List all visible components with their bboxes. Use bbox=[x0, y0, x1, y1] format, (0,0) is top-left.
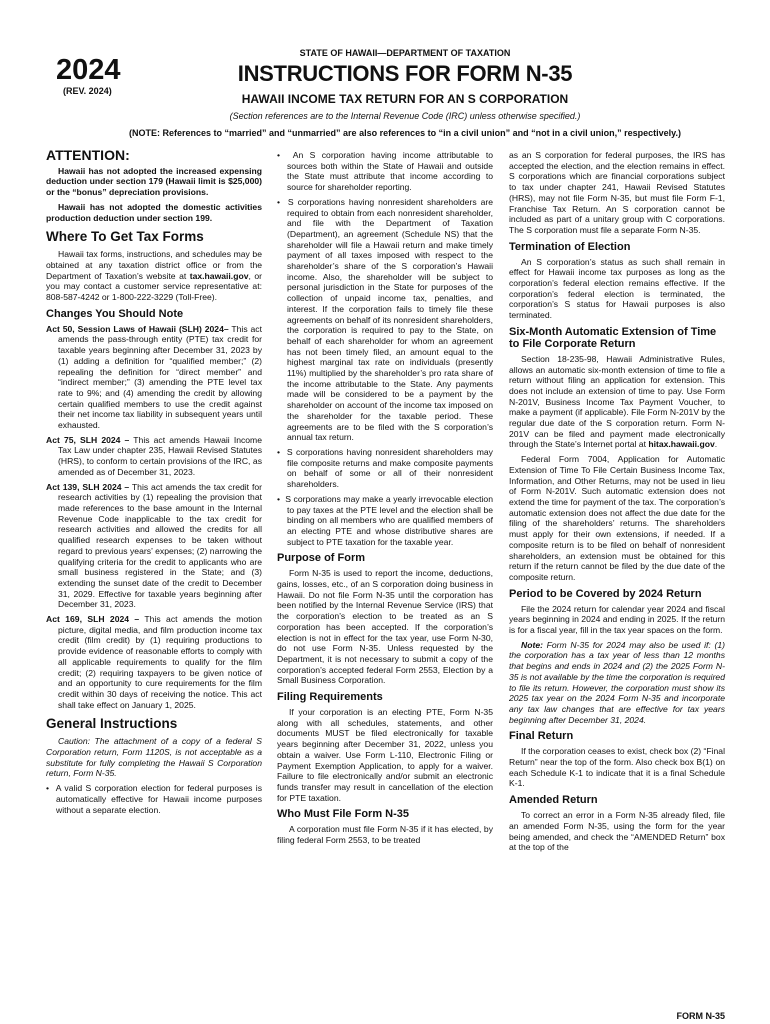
termination-heading: Termination of Election bbox=[509, 240, 631, 253]
act-50-item: Act 50, Session Laws of Hawaii (SLH) 2024– This act amends the pass-through entity (PTE) tax credit for taxable years beginning after December 31, 2023 by (1) adding a definition for “qualified member;” (2) repealing the definition for “direct member” and “indirect member;” (3) amending the PTE level tax rate to 9%; and (4) amending the credit by allowing certain qualified members to use the credit against their net income tax liability in subsequent years until exhausted. bbox=[46, 323, 262, 431]
column-1 bbox=[46, 147, 263, 819]
purpose-text: Form N-35 is used to report the income, deductions, gains, losses, etc., of an S corporation doing business in Hawaii. Do not file Form N-35 until the corporation has been notified by the Internal Revenue Service (IRS) that the corporation’s election to be treated as an S corporation has been accepted. If the corporation’s election is not in effect for the tax year, use Form N-30, do not use Form N-35. Unless requested by the Department, it is not necessary to submit a copy of the corporation’s accepted federal Form 2553, Election by a Small Business Corporation. bbox=[277, 568, 493, 686]
continued-text: as an S corporation for federal purposes, the IRS has accepted the election, and the election remains in effect. S corporations which are financial corporations subject to tax under chapter 241, Hawaii Revised Statutes (HRS), may not file Form N-35, but must file Form F-1, Franchise Tax Return. An S corporation cannot be included as part of a unitary group with C corporations. The S corporation must file a separate Form N-35. bbox=[509, 150, 725, 235]
final-return-heading: Final Return bbox=[509, 730, 574, 743]
termination-text: An S corporation’s status as such shall remain in effect for Hawaii income tax purposes as long as the corporation’s federal election remains effective. If the corporation’s federal election is terminated, the corporation’s S status for Hawaii purposes is also terminated. bbox=[509, 256, 725, 321]
column-3 bbox=[509, 150, 725, 857]
filing-requirements-text: If your corporation is an electing PTE, Form N-35 along with all schedules, statements, and other documents MUST be filed electronically for taxable years beginning after December 31, 2022, unless you obtain a waiver. Use Form L-110, Electronic Filing or Payment Exemption Application, to apply for a waiver. Failure to file electronically and/or submit an electronic funds transfer may result in cancellation of the election for PTE taxation. bbox=[277, 707, 493, 803]
married-note: (NOTE: References to “married” and “unmarried” are also references to “in a civil union” and “not in a civil union,” respectively.) bbox=[129, 128, 681, 138]
bullet-item: • S corporations may make a yearly irrevocable election to pay taxes at the PTE level and the election shall be binding on all members who are qualified members of an electing PTE and whose distributive shares are subject to PTE taxation for the taxable year. bbox=[277, 493, 493, 547]
attention-paragraph-1: Hawaii has not adopted the increased expensing deduction under section 179 (Hawaii limit is $25,000) or the “bonus” depreciation provisions. bbox=[46, 165, 262, 198]
final-return-text: If the corporation ceases to exist, check box (2) “Final Return” near the top of the form. Also check box B(1) on each Schedule K-1 to indicate that it is a final Schedule K-1. bbox=[509, 746, 725, 789]
footer-form-label: FORM N-35 bbox=[676, 1011, 725, 1021]
where-to-get-forms-text: Hawaii tax forms, instructions, and schedules may be obtained at any taxation district office or from the Department of Taxation’s website at tax.hawaii.gov, or you may contact a customer service representative at: 808-587-4242 or 1-800-222-3229 (Toll-Free). bbox=[46, 249, 263, 303]
amended-return-text: To correct an error in a Form N-35 already filed, file an amended Form N-35, using the form for the year being amended, and check the “AMENDED Return” box at the top of the bbox=[509, 810, 725, 853]
tax-year: 2024 bbox=[56, 54, 121, 86]
caution-paragraph: Caution: The attachment of a copy of a federal S Corporation return, Form 1120S, is not acceptable as a substitute for fully completing the Hawaii S Corporation return, Form N-35. bbox=[46, 736, 262, 779]
revision-label: (REV. 2024) bbox=[63, 86, 112, 96]
act-139-item: Act 139, SLH 2024 – This act amends the tax credit for research activities by (1) repealing the provision that made references to the base amount in the Internal Revenue Code inapplicable to the tax credit for research activities and allowed the credits for all qualified research expenses to be taken without regard to previous years’ expenses; (2) narrowing the qualifying criteria for the credit to applicants who are small business registered in the State; and (3) extending the sunset date of the credit to December 31, 2029. Effective for taxable years beginning after December 31, 2023. bbox=[46, 481, 262, 610]
bullet-item: • A valid S corporation election for federal purposes is automatically effective for Hawaii income purposes without a separate election. bbox=[46, 783, 262, 815]
purpose-heading: Purpose of Form bbox=[277, 552, 366, 565]
act-169-item: Act 169, SLH 2024 – This act amends the motion picture, digital media, and film production income tax credit (film credit) by (1) requiring productions to provide evidence of reasonable efforts to comply with all applicable requirements to qualify for the film credit; (2) requiring taxpayers to be given notice of and an opportunity to cure requirements for the film credit within 30 days of receiving the notice. This act shall take effect on January 1, 2025. bbox=[46, 614, 262, 710]
amended-return-heading: Amended Return bbox=[509, 794, 598, 807]
act-75-item: Act 75, SLH 2024 – This act amends Hawaii Income Tax Law under chapter 235, Hawaii Revised Statutes (HRS), to conform to certain provisions of the IRC, as amended as of December 31, 2023. bbox=[46, 434, 262, 477]
extension-heading: Six-Month Automatic Extension of Time to File Corporate Return bbox=[509, 325, 717, 350]
period-text: File the 2024 return for calendar year 2024 and fiscal years beginning in 2024 and ending in 2025. If the return is for a fiscal year, fill in the tax year spaces on the form. bbox=[509, 603, 725, 636]
attention-heading: ATTENTION: bbox=[46, 147, 130, 163]
page-title: INSTRUCTIONS FOR FORM N-35 bbox=[237, 61, 573, 86]
section-reference-note: (Section references are to the Internal Revenue Code (IRC) unless otherwise specified.) bbox=[229, 111, 581, 121]
department-label: STATE OF HAWAII—DEPARTMENT OF TAXATION bbox=[299, 48, 511, 58]
period-note: Note: Form N-35 for 2024 may also be used if: (1) the corporation has a tax year of less than 12 months that begins and ends in 2024 and (2) the 2025 Form N-35 is not available by the time the corporation is required to file its return. However, the corporation must show its 2025 tax year on the 2024 Form N-35 and incorporate any tax law changes that are effective for tax years beginning after December 31, 2024. bbox=[509, 639, 725, 725]
bullet-item: • S corporations having nonresident shareholders are required to obtain from each nonresident shareholder, and file with the Department of Taxation (Department), an agreement (Schedule NS) that the shareholder will file a Hawaii return and make timely payment of all taxes imposed with respect to the shareholder’s share of the S corporation’s Hawaii income. Also, the shareholder will be subject to personal jurisdiction in the State for purposes of the collection of unpaid income tax, penalties, and interest. If the corporation fails to timely file these agreements on behalf of its nonresident shareholders, the corporation is required to pay to the State, on behalf of each shareholder for whom an agreement has not been timely filed, an amount equal to the highest marginal tax rate on individuals (presently 11%) multiplied by the shareholder’s pro rata share of the income attributable to the State. Any payments made will be considered to be a payment by the shareholder on account of the income tax imposed on the shareholder for the taxable period. These agreements are to be filed with the S corporation’s annual tax return. bbox=[277, 196, 493, 443]
tax-website-link[interactable]: tax.hawaii.gov bbox=[189, 270, 249, 281]
page-subtitle: HAWAII INCOME TAX RETURN FOR AN S CORPORATION bbox=[241, 92, 569, 106]
who-must-file-heading: Who Must File Form N-35 bbox=[277, 808, 409, 821]
period-heading: Period to be Covered by 2024 Return bbox=[509, 587, 702, 600]
extension-text-2: Federal Form 7004, Application for Automatic Extension of Time To File Certain Business Income Tax, Information, and Other Returns, may not be used in lieu of Form N-201V. Such automatic extension does not extend the time for payment of the tax. The corporation’s automatic extension does not affect the due date for the filing of the shareholders’ returns. The shareholders must apply for their own extensions, if needed. If a composite return is to be filed on behalf of nonresident shareholders, an extension must be obtained for this return if the return cannot be filed by the due date of the composite return. bbox=[509, 454, 725, 582]
hitax-website-link[interactable]: hitax.hawaii.gov bbox=[648, 439, 715, 450]
bullet-item: • S corporations having nonresident shareholders may file composite returns and make composite payments on behalf of some or all of their nonresident shareholders. bbox=[277, 446, 493, 490]
extension-text: Section 18-235-98, Hawaii Administrative Rules, allows an automatic six-month extension of time to file a return without filing an application for extension. This does not include an extension of time to pay. Use Form N-201V, Business Income Tax Payment Voucher, to make a payment (if applicable). File Form N-201V by the regular due date of the S corporation return. Form N-201V can be filed and payment made electronically through the State’s Internet portal at hitax.hawaii.gov. bbox=[509, 353, 725, 450]
bullet-item: • An S corporation having income attributable to sources both within the State of Hawaii and outside the State must attribute that income according to source for shareholder reporting. bbox=[277, 150, 493, 193]
who-must-file-text: A corporation must file Form N-35 if it has elected, by filing federal Form 2553, to be treated bbox=[277, 824, 493, 846]
attention-paragraph-2: Hawaii has not adopted the domestic activities production deduction under section 199. bbox=[46, 201, 262, 223]
where-to-get-forms-heading: Where To Get Tax Forms bbox=[46, 229, 204, 245]
filing-requirements-heading: Filing Requirements bbox=[277, 691, 383, 704]
changes-heading: Changes You Should Note bbox=[46, 307, 184, 320]
general-instructions-heading: General Instructions bbox=[46, 716, 178, 732]
column-2 bbox=[277, 150, 493, 850]
